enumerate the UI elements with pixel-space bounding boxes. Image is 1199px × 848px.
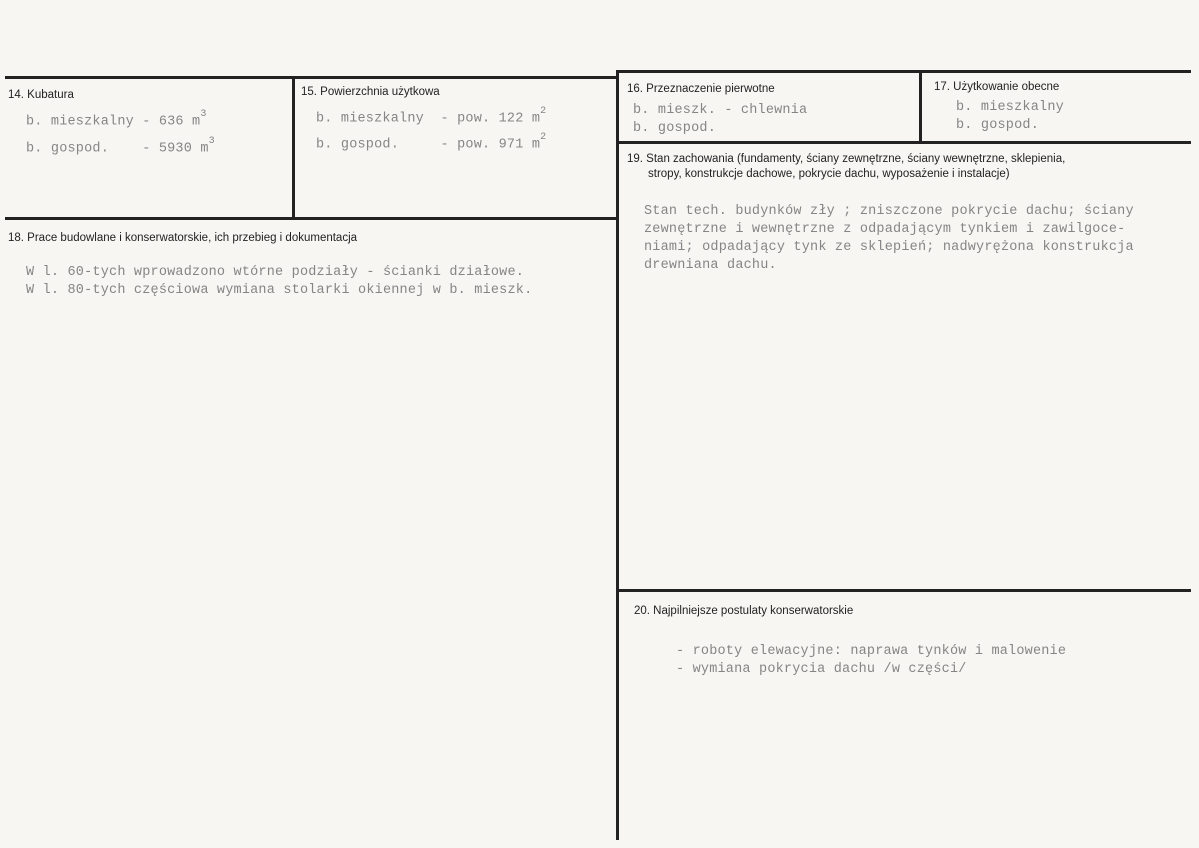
field-14-row-1 — [26, 109, 207, 131]
rule-top-left — [5, 76, 617, 79]
field-15-row-2-text: b. gospod. - pow. 971 m — [316, 137, 541, 153]
field-18-row-1: W l. 60-tych wprowadzono wtórne podziały - ścianki działowe. — [26, 265, 525, 280]
field-15-row-1 — [316, 106, 546, 128]
field-16-label: 16. Przeznaczenie pierwotne — [627, 83, 775, 95]
field-18-row-2: W l. 80-tych częściowa wymiana stolarki okiennej w b. mieszk. — [26, 283, 533, 298]
rule-v-mid — [616, 70, 619, 840]
field-14-row-1-text: b. mieszkalny - 636 m — [26, 114, 201, 130]
field-14-row-2-exp: 3 — [208, 136, 215, 147]
field-20-row-2: - wymiana pokrycia dachu /w części/ — [676, 662, 967, 677]
field-19-label-line-2: stropy, konstrukcje dachowe, pokrycie dachu, wyposażenie i instalacje) — [648, 168, 1010, 180]
field-20-row-1: - roboty elewacyjne: naprawa tynków i malowenie — [676, 644, 1067, 659]
rule-v-14-15 — [292, 76, 295, 219]
field-19-row-4: drewniana dachu. — [644, 258, 777, 273]
field-14-row-2-text: b. gospod. - 5930 m — [26, 141, 209, 157]
field-17-row-1: b. mieszkalny — [956, 100, 1064, 115]
field-19-label-line-1: 19. Stan zachowania (fundamenty, ściany zewnętrzne, ściany wewnętrzne, sklepienia, — [627, 153, 1066, 165]
field-16-row-1: b. mieszk. - chlewnia — [633, 103, 808, 118]
rule-top-right — [617, 70, 1191, 73]
field-19-row-3: niami; odpadający tynk ze sklepień; nadwyrężona konstrukcja — [644, 240, 1134, 255]
field-19-row-2: zewnętrzne i wewnętrzne z odpadającym tynkiem i zawilgoce- — [644, 222, 1126, 237]
field-15-row-1-exp: 2 — [540, 106, 547, 117]
field-15-row-2 — [316, 132, 546, 154]
field-17-row-2: b. gospod. — [956, 118, 1040, 133]
field-14-row-2 — [26, 136, 215, 158]
field-20-label: 20. Najpilniejsze postulaty konserwatorskie — [634, 605, 854, 617]
field-16-row-2: b. gospod. — [633, 121, 717, 136]
field-17-label: 17. Użytkowanie obecne — [934, 81, 1060, 93]
rule-16-17-bottom — [617, 141, 1191, 144]
rule-14-15-bottom — [5, 217, 617, 220]
field-15-row-2-exp: 2 — [540, 132, 547, 143]
field-14-label: 14. Kubatura — [8, 89, 74, 101]
field-15-label: 15. Powierzchnia użytkowa — [301, 86, 440, 98]
rule-v-16-17 — [919, 70, 922, 144]
field-19-row-1: Stan tech. budynków zły ; zniszczone pokrycie dachu; ściany — [644, 204, 1134, 219]
field-18-label: 18. Prace budowlane i konserwatorskie, ich przebieg i dokumentacja — [8, 232, 358, 244]
rule-19-bottom — [617, 589, 1191, 592]
field-14-row-1-exp: 3 — [200, 109, 207, 120]
field-15-row-1-text: b. mieszkalny - pow. 122 m — [316, 111, 541, 127]
